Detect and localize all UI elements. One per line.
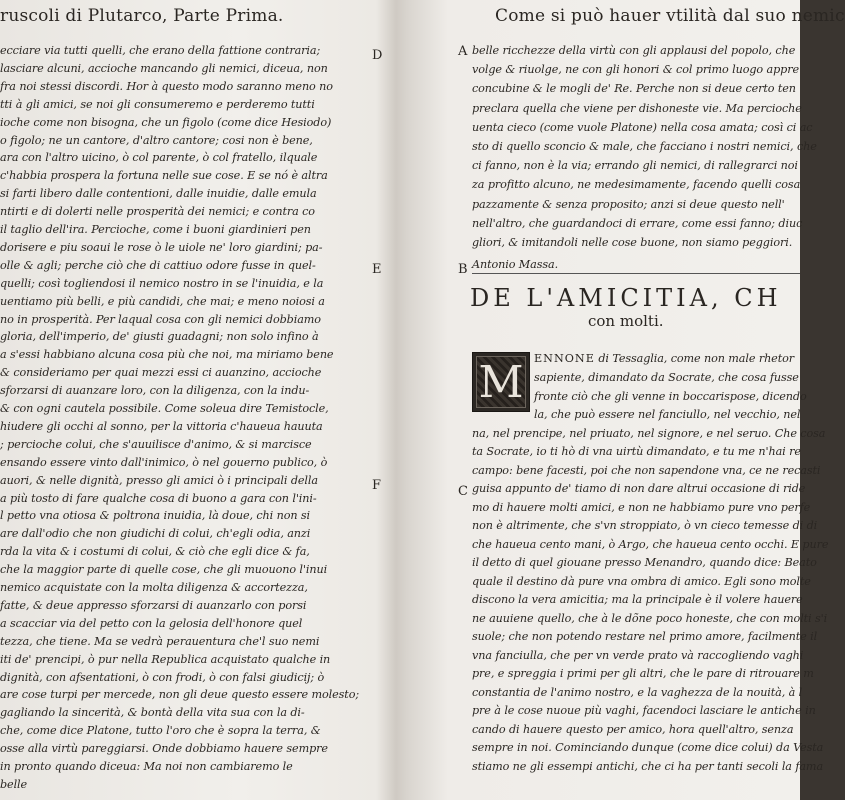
text-line: ioche come non bisogna, che un figolo (come dice Hesiodo) <box>0 115 332 129</box>
text-line: iti de' prencipi, ò pur nella Republica acquistato qualche in <box>0 652 331 666</box>
text-line: campo: bene facesti, poi che non sapendone vna, ce ne recasti <box>472 463 821 477</box>
text-line: ta Socrate, io ti hò di vna uirtù dimandato, e tu me n'hai re <box>472 445 801 458</box>
margin-letter-d: D <box>372 48 383 63</box>
text-line: ara con l'altro uicino, ò col parente, ò col fratello, ilquale <box>0 151 318 165</box>
margin-letter-c: C <box>458 484 468 499</box>
text-line: suole; che non potendo restare nel primo amore, facilmente il <box>472 630 818 643</box>
text-line: nemico acquistate con la molta diligenza & accortezza, <box>0 581 308 594</box>
text-line: uentiamo più belli, e più candidi, che mai; e meno noiosi a <box>0 294 325 308</box>
text-line: fra noi stessi discordi. Hor à questo modo saranno meno no <box>0 79 333 93</box>
text-line: il taglio dell'ira. Percioche, come i buoni giardinieri pen <box>0 223 311 236</box>
text-line: la, che può essere nel fanciullo, nel vecchio, nel <box>534 408 801 421</box>
text-line: nell'altro, che guardandoci di errare, come essi fanno; diuc <box>472 216 803 230</box>
text-line: preclara quella che viene per dishoneste vie. Ma percioche <box>472 101 802 115</box>
dropcap-letter: M <box>478 357 524 408</box>
text-line: za profitto alcuno, ne medesimamente, facendo quelli cosa <box>472 178 801 192</box>
margin-letter-a: A <box>458 44 468 59</box>
text-line: are cose turpi per mercede, non gli deue questo essere molesto; <box>0 688 359 702</box>
text-line: pre, e spreggia i primi per gli altri, che le pare di ritrouare m <box>472 667 814 680</box>
section-subtitle: con molti. <box>588 312 664 330</box>
text-line: belle <box>0 777 28 791</box>
text-line: are dall'odio che non giudichi di colui, ch'egli odia, anzi <box>0 527 311 541</box>
text-line: stiamo ne gli essempi antichi, che ci ha per tanti secoli la fama <box>472 759 824 773</box>
opening-caps: ENNONE <box>534 352 595 365</box>
text-line: tti à gli amici, se noi gli consumeremo e perderemo tutti <box>0 97 315 111</box>
text-line: vna fanciulla, che per vn verde prato và raccogliendo vaghi <box>472 648 804 662</box>
text-line: osse alla virtù pareggiarsi. Onde dobbiamo hauere sempre <box>0 742 328 756</box>
margin-letter-b: B <box>458 262 468 277</box>
text-line: & consideriamo per quai mezzi essi ci auanzino, accioche <box>0 366 322 380</box>
text-line: cando di hauere questo per amico, hora quell'altro, senza <box>472 722 794 736</box>
text-line: no in prosperità. Per laqual cosa con gli nemici dobbiamo <box>0 312 321 326</box>
text-line: a s'essi habbiano alcuna cosa più che noi, ma miriamo bene <box>0 348 334 362</box>
text-line: gliori, & imitandoli nelle cose buone, non siamo peggiori. <box>472 236 793 249</box>
decorated-dropcap <box>472 352 530 412</box>
text-line: sempre in noi. Cominciando dunque (come dice colui) da Vesta <box>472 741 824 754</box>
text-line: ; percioche colui, che s'auuilisce d'animo, & si marcisce <box>0 437 312 451</box>
left-running-head: ruscoli di Plutarco, Parte Prima. <box>0 6 284 26</box>
opening-rest: di Tessaglia, come non male rhetor <box>598 352 794 365</box>
text-line: discono la vera amicitia; ma la principale è il volere hauere <box>472 593 803 606</box>
text-line: ntirti e di dolerti nelle prosperità dei nemici; e contra co <box>0 205 315 219</box>
text-line: lasciare alcuni, accioche mancando gli nemici, diceua, non <box>0 61 328 75</box>
text-line: olle & agli; perche ciò che di cattiuo odore fusse in quel- <box>0 258 316 272</box>
text-line: che, come dice Platone, tutto l'oro che è sopra la terra, & <box>0 724 321 738</box>
right-running-head: Come si può hauer vtilità dal suo nemic <box>495 6 845 26</box>
text-line: si farti libero dalle contentioni, dalle inuidie, dalle emula <box>0 187 317 201</box>
text-line: quale il destino dà pure vna ombra di amico. Egli sono molte <box>472 574 811 588</box>
section-rule <box>472 273 800 274</box>
text-line: o figolo; ne un cantore, d'altro cantore; cosi non è bene, <box>0 133 313 147</box>
text-line: sforzarsi di auanzare loro, con la diligenza, con la indu- <box>0 384 310 398</box>
text-line: gloria, dell'imperio, de' giusti guadagni; non solo infino à <box>0 330 319 344</box>
text-line: che haueua cento mani, ò Argo, che haueua cento occhi. E pure <box>472 537 829 551</box>
text-line: uenta cieco (come vuole Platone) nella cosa amata; così ci ac <box>472 120 813 134</box>
text-line: quelli; così togliendosi il nemico nostro in se l'inuidia, e la <box>0 276 324 290</box>
text-line: fronte ciò che gli venne in boccarispose, dicendo <box>534 389 807 403</box>
text-line: hiudere gli occhi al sonno, per la vittoria c'haueua hauuta <box>0 419 323 433</box>
margin-letter-e: E <box>372 262 382 277</box>
text-line: constantia de l'animo nostro, e la vaghezza de la nouità, à l <box>472 685 803 699</box>
left-page <box>0 0 390 800</box>
text-line: sto di quello sconcio & male, che facciano i nostri nemici, che <box>472 140 817 153</box>
text-line: in pronto quando diceua: Ma noi non cambiaremo le <box>0 760 293 773</box>
text-line: tezza, che tiene. Ma se vedrà perauentura che'l suo nemi <box>0 634 320 648</box>
text-line: sapiente, dimandato da Socrate, che cosa fusse <box>534 371 799 384</box>
opening-line <box>534 352 794 365</box>
right-page <box>410 0 845 800</box>
text-line: dorisere e piu soaui le rose ò le uiole ne' loro giardini; pa- <box>0 240 323 254</box>
text-line: & con ogni cautela possibile. Come soleua dire Temistocle, <box>0 402 329 415</box>
text-line: il detto di quel giouane presso Menandro, quando dice: Beato <box>472 556 817 569</box>
text-line: c'habbia prospera la fortuna nelle sue cose. E se nó è altra <box>0 169 328 183</box>
text-line: ecciare via tutti quelli, che erano della fattione contraria; <box>0 44 321 57</box>
text-line: na, nel prencipe, nel priuato, nel signore, e nel seruo. Che cosa <box>472 426 826 440</box>
text-line: a più tosto di fare qualche cosa di buono a gara con l'ini- <box>0 491 317 505</box>
text-line: guisa appunto de' tiamo di non dare altrui occasione di ride <box>472 482 806 495</box>
text-line: belle ricchezze della virtù con gli applausi del popolo, che <box>472 44 796 57</box>
section-title: DE L'AMICITIA, CH <box>470 284 782 312</box>
text-line: concubine & le mogli de' Re. Perche non si deue certo ten <box>472 82 796 96</box>
margin-letter-f: F <box>372 478 382 493</box>
text-line: mo di hauere molti amici, e non ne habbiamo pure vno perfe <box>472 500 811 514</box>
text-line: volge & riuolge, ne con gli honori & col primo luogo appre <box>472 63 799 77</box>
text-line: ci fanno, non è la via; errando gli nemici, di rallegrarci noi <box>472 159 798 173</box>
text-line: ensando essere vinto dall'inimico, ò nel gouerno publico, ò <box>0 455 328 469</box>
text-line: fatte, & deue appresso sforzarsi di auanzarlo con porsi <box>0 598 307 612</box>
text-line: gagliando la sincerità, & bontà della vita sua con la di- <box>0 706 305 720</box>
text-line: non è altrimente, che s'vn stroppiato, ò vn cieco temesse di di <box>472 519 818 532</box>
text-line: l petto vna otiosa & poltrona inuidia, là doue, chi non si <box>0 509 311 523</box>
text-line: che la maggior parte di quelle cose, che gli muouono l'inui <box>0 563 328 577</box>
text-line: ne auuiene quello, che à le dõne poco honeste, che con molti s'i <box>472 611 828 625</box>
signature: Antonio Massa. <box>472 258 559 271</box>
text-line: a scacciar via del petto con la gelosia dell'honore quel <box>0 616 303 630</box>
text-line: dignità, con afsentationi, ò con frodi, ò con falsi giudicij; ò <box>0 670 325 684</box>
text-line: auori, & nelle dignità, presso gli amici ò i principali della <box>0 473 318 487</box>
text-line: rda la vita & i costumi di colui, & ciò che egli dice & fa, <box>0 545 310 559</box>
text-line: pazzamente & senza proposito; anzi si deue questo nell' <box>472 197 785 211</box>
text-line: pre à le cose nuoue più vaghi, facendoci lasciare le antiche in <box>472 704 816 717</box>
